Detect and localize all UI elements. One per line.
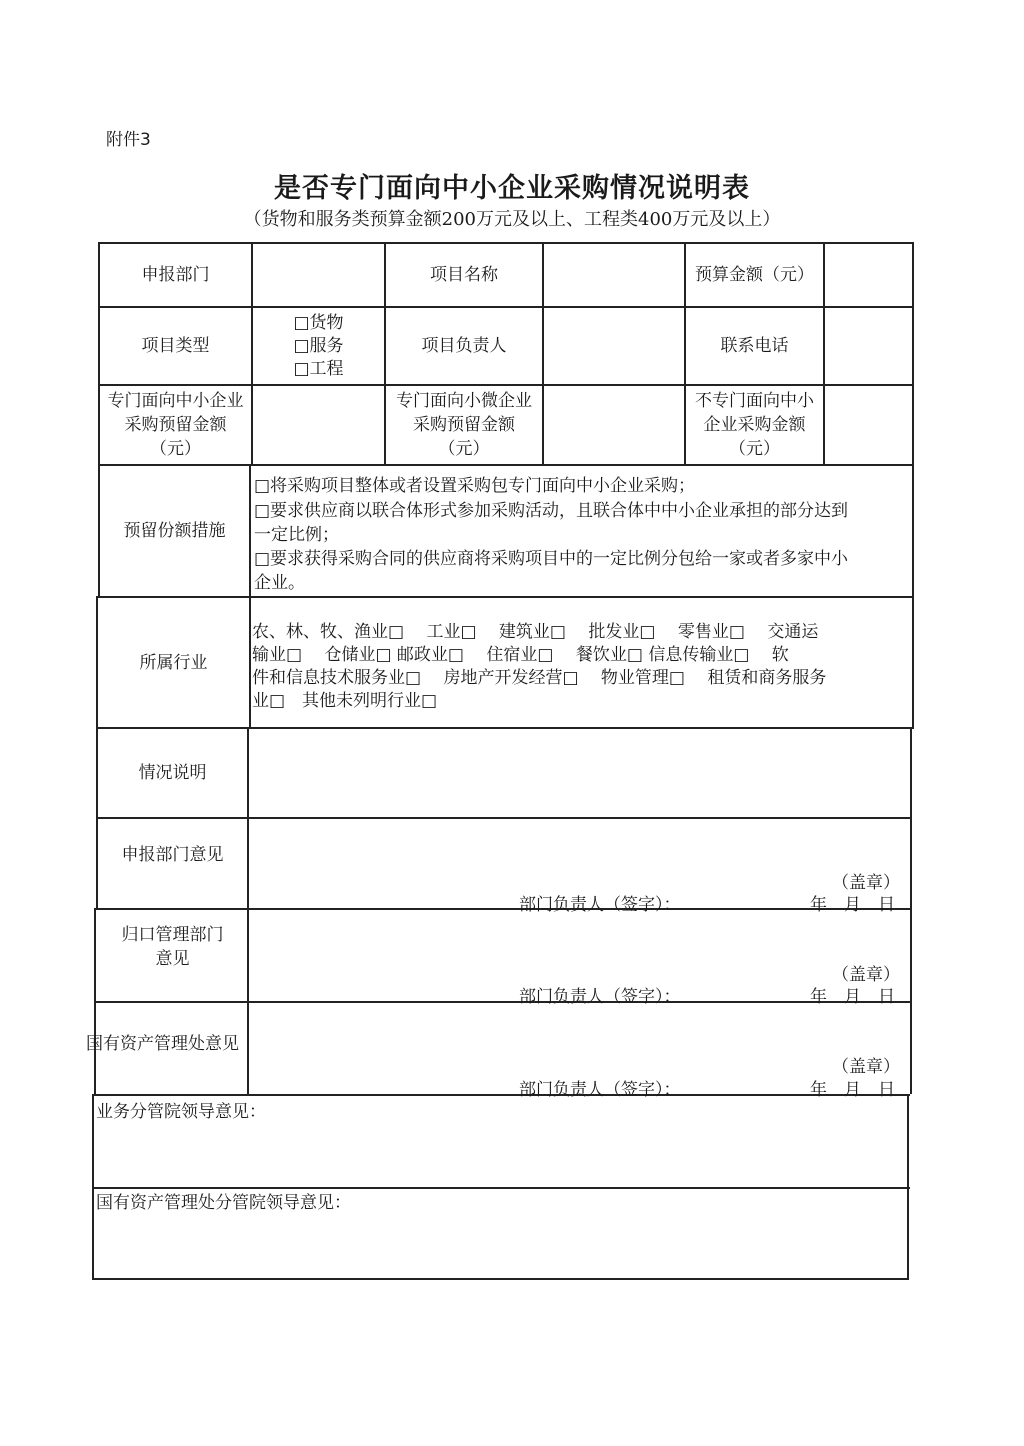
dept-input[interactable] [253,244,384,306]
table-border-bottom [92,1278,908,1280]
situation-label: 情况说明 [138,763,207,783]
central-dept-opinion-label: 归口管理部门意见 [121,924,224,969]
attachment-label: 附件3 [106,130,151,150]
table-border-right [907,1094,909,1280]
not-sme-label: 不专门面向中小企业采购金额（元） [695,391,814,459]
sme-reserved-label: 专门面向中小企业采购预留金额（元） [107,391,244,459]
measures-label: 预留份额措施 [123,521,226,541]
date-label: 年 月 日 [810,895,895,915]
industry-line[interactable]: 输业□ 仓储业□ 邮政业□ 住宿业□ 餐饮业□ 信息传输业□ 软 [252,645,789,665]
business-leader-opinion-input[interactable] [94,1128,907,1186]
micro-reserved-input[interactable] [544,386,684,464]
project-name-input[interactable] [544,244,684,306]
project-manager-label: 项目负责人 [421,336,507,356]
budget-label: 预算金额（元） [695,265,814,285]
assets-leader-opinion-label: 国有资产管理处分管院领导意见： [96,1193,351,1213]
dept-label: 申报部门 [141,265,210,285]
row-divider [92,1094,910,1096]
dept-opinion-label: 申报部门意见 [121,844,224,865]
phone-label: 联系电话 [720,336,789,356]
measure-option-1[interactable]: □将采购项目整体或者设置采购包专门面向中小企业采购； [254,476,696,496]
seal-label: （盖章） [832,965,900,985]
industry-line[interactable]: 农、林、牧、渔业□ 工业□ 建筑业□ 批发业□ 零售业□ 交通运 [252,622,819,642]
signer-label: 部门负责人（签字）： [519,895,681,915]
measure-option-3[interactable]: □要求获得采购合同的供应商将采购项目中的一定比例分包给一家或者多家中小 [254,549,849,569]
business-leader-opinion-label: 业务分管院领导意见： [96,1102,266,1122]
seal-label: （盖章） [832,873,900,893]
form-title: 是否专门面向中小企业采购情况说明表 [274,173,750,204]
project-manager-input[interactable] [544,308,684,384]
project-type-options [253,308,384,384]
date-label: 年 月 日 [810,987,895,1007]
budget-input[interactable] [825,244,912,306]
micro-reserved-label: 专门面向小微企业采购预留金额（元） [396,391,532,459]
phone-input[interactable] [825,308,912,384]
checkbox-goods[interactable]: □货物 [293,312,344,333]
signer-label: 部门负责人（签字）： [519,1080,681,1100]
industry-line[interactable]: 业□ 其他未列明行业□ [252,691,438,711]
sme-reserved-input[interactable] [253,386,384,464]
date-label: 年 月 日 [810,1080,895,1100]
project-type-label: 项目类型 [141,336,210,356]
assets-leader-opinion-input[interactable] [94,1220,907,1278]
measure-option-2-cont: 一定比例； [254,525,339,545]
industry-label: 所属行业 [139,652,208,673]
column-divider [249,464,251,728]
situation-input[interactable] [249,729,910,817]
checkbox-engineering[interactable]: □工程 [293,358,344,379]
not-sme-input[interactable] [825,386,912,464]
signer-label: 部门负责人（签字）： [519,987,681,1007]
seal-label: （盖章） [832,1057,900,1077]
measure-option-3-cont: 企业。 [254,573,305,593]
checkbox-services[interactable]: □服务 [293,335,344,356]
table-border-right [910,727,912,1094]
project-name-label: 项目名称 [430,265,498,285]
table-border-right [912,242,914,728]
measure-option-2[interactable]: □要求供应商以联合体形式参加采购活动，且联合体中中小企业承担的部分达到 [254,501,849,521]
industry-line[interactable]: 件和信息技术服务业□ 房地产开发经营□ 物业管理□ 租赁和商务服务 [252,668,827,688]
row-divider [92,1187,910,1189]
form-subtitle: （货物和服务类预算金额200万元及以上、工程类400万元及以上） [243,209,781,230]
state-assets-opinion-label: 国有资产管理处意见 [86,1033,239,1054]
